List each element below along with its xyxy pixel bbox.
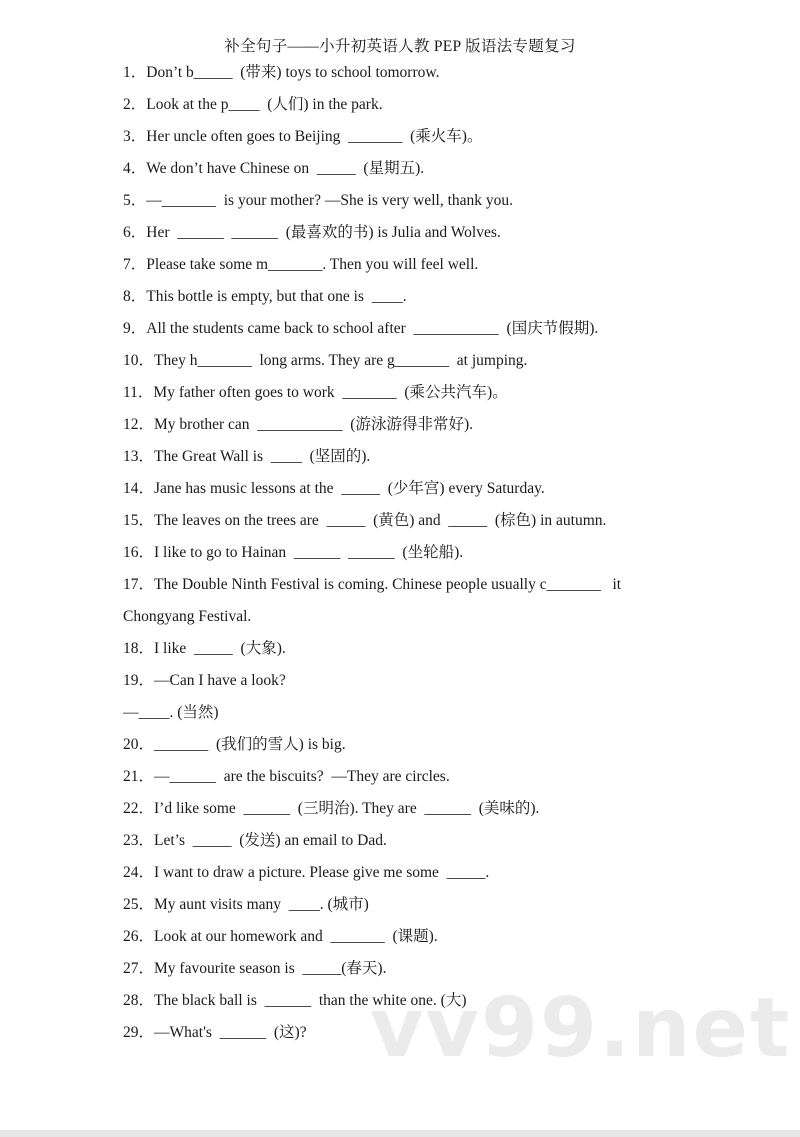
- site-watermark: vv99.net: [370, 981, 792, 1076]
- question-17: 17．The Double Ninth Festival is coming. Chinese people usually c_______ it: [123, 576, 622, 593]
- question-16: 16．I like to go to Hainan ______ ______ (坐轮船).: [123, 544, 464, 561]
- question-1: 1．Don’t b_____ (带来) toys to school tomorrow.: [123, 64, 440, 81]
- question-9: 9．All the students came back to school after ___________ (国庆节假期).: [123, 320, 599, 337]
- question-18: 18．I like _____ (大象).: [123, 640, 286, 657]
- question-27: 27．My favourite season is _____(春天).: [123, 960, 387, 977]
- question-20: 20．_______ (我们的雪人) is big.: [123, 736, 346, 753]
- question-17-continued: Chongyang Festival.: [123, 608, 252, 625]
- page-bottom-edge: [0, 1130, 800, 1137]
- question-21: 21．—______ are the biscuits? —They are circles.: [123, 768, 450, 785]
- question-29: 29．—What's ______ (这)?: [123, 1024, 307, 1041]
- question-26: 26．Look at our homework and _______ (课题).: [123, 928, 438, 945]
- question-11: 11．My father often goes to work _______ (乘公共汽车)。: [123, 384, 508, 401]
- question-10: 10．They h_______ long arms. They are g_______ at jumping.: [123, 352, 528, 369]
- question-23: 23．Let’s _____ (发送) an email to Dad.: [123, 832, 387, 849]
- document-title: 补全句子——小升初英语人教 PEP 版语法专题复习: [224, 38, 576, 55]
- question-28: 28．The black ball is ______ than the white one. (大): [123, 992, 467, 1009]
- question-8: 8．This bottle is empty, but that one is ____.: [123, 288, 407, 305]
- question-13: 13．The Great Wall is ____ (坚固的).: [123, 448, 371, 465]
- question-15: 15．The leaves on the trees are _____ (黄色) and _____ (棕色) in autumn.: [123, 512, 607, 529]
- question-22: 22．I’d like some ______ (三明治). They are ______ (美味的).: [123, 800, 540, 817]
- question-14: 14．Jane has music lessons at the _____ (少年宫) every Saturday.: [123, 480, 545, 497]
- question-19-answer: —____. (当然): [123, 704, 219, 721]
- question-4: 4．We don’t have Chinese on _____ (星期五).: [123, 160, 425, 177]
- question-24: 24．I want to draw a picture. Please give me some _____.: [123, 864, 490, 881]
- question-6: 6．Her ______ ______ (最喜欢的书) is Julia and Wolves.: [123, 224, 501, 241]
- question-3: 3．Her uncle often goes to Beijing _______ (乘火车)。: [123, 128, 483, 145]
- question-19: 19．—Can I have a look?: [123, 672, 286, 689]
- question-25: 25．My aunt visits many ____. (城市): [123, 896, 369, 913]
- question-7: 7．Please take some m_______. Then you will feel well.: [123, 256, 479, 273]
- question-5: 5．—_______ is your mother? —She is very well, thank you.: [123, 192, 514, 209]
- question-12: 12．My brother can ___________ (游泳游得非常好).: [123, 416, 473, 433]
- question-2: 2．Look at the p____ (人们) in the park.: [123, 96, 383, 113]
